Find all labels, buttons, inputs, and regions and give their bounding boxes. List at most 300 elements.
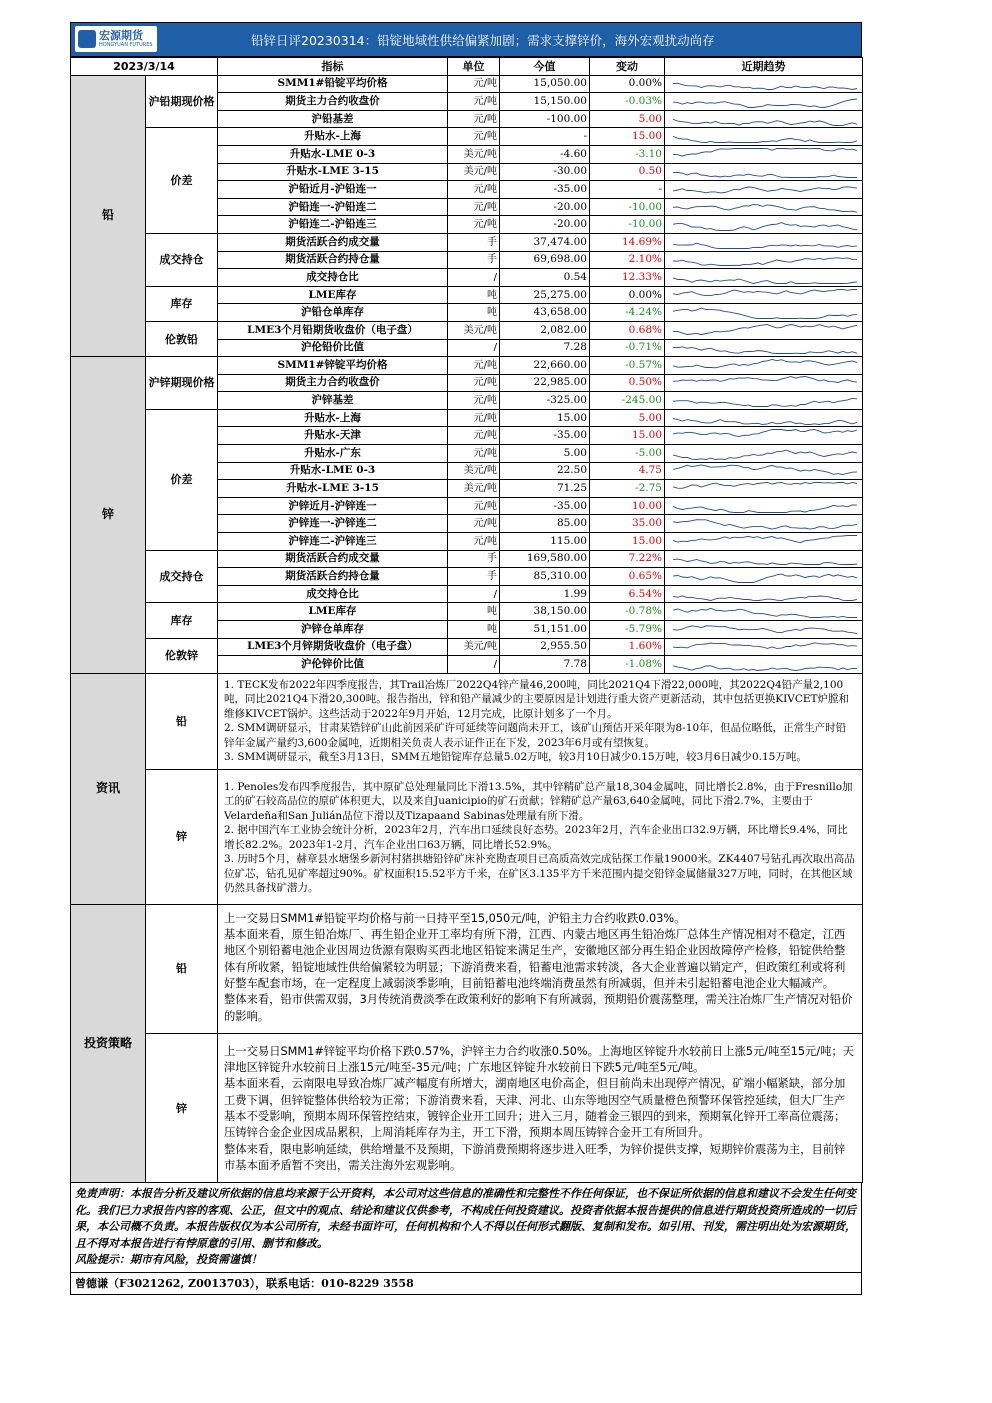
- indicator-unit: 元/吨: [448, 497, 500, 515]
- col-change: 变动: [590, 58, 665, 76]
- indicator-value: 1.99: [500, 585, 590, 603]
- indicator-name: 沪锌连二-沪锌连三: [218, 533, 448, 551]
- trend-sparkline: [667, 551, 863, 566]
- trend-cell: [665, 110, 863, 128]
- indicator-value: 43,658.00: [500, 304, 590, 322]
- indicator-change: 14.69%: [590, 233, 665, 251]
- trend-cell: [665, 585, 863, 603]
- trend-line: [673, 187, 857, 193]
- trend-sparkline: [667, 569, 863, 584]
- indicator-change: 0.65%: [590, 568, 665, 586]
- trend-cell: [665, 304, 863, 322]
- trend-cell: [665, 357, 863, 375]
- trend-cell: [665, 216, 863, 234]
- trend-line: [673, 99, 857, 108]
- trend-sparkline: [667, 481, 863, 496]
- indicator-unit: 元/吨: [448, 75, 500, 93]
- trend-line: [673, 324, 857, 334]
- trend-cell: [665, 656, 863, 674]
- trend-cell: [665, 603, 863, 621]
- strategy-lead-label: 铅: [146, 904, 218, 1033]
- indicator-change: 15.00: [590, 533, 665, 551]
- trend-line: [673, 418, 857, 424]
- indicator-unit: 美元/吨: [448, 163, 500, 181]
- paragraph: 整体来看，铅市供需双弱，3月传统消费淡季在政策利好的影响下有所减弱，预期铅价震荡整理，需关注冶炼厂生产情况对铅价的影响。: [224, 993, 853, 1023]
- indicator-name: 期货活跃合约持仓量: [218, 251, 448, 269]
- trend-cell: [665, 286, 863, 304]
- trend-sparkline: [667, 288, 863, 303]
- trend-sparkline: [667, 235, 863, 250]
- indicator-name: 升贴水-LME 0-3: [218, 145, 448, 163]
- trend-line: [673, 626, 857, 634]
- indicator-value: -: [500, 128, 590, 146]
- indicator-value: -4.60: [500, 145, 590, 163]
- indicator-unit: 美元/吨: [448, 480, 500, 498]
- indicator-unit: /: [448, 339, 500, 357]
- logo-text: 宏源期货: [99, 28, 143, 42]
- indicator-unit: 元/吨: [448, 533, 500, 551]
- trend-line: [673, 465, 857, 475]
- indicator-name: 升贴水-上海: [218, 409, 448, 427]
- indicator-unit: 元/吨: [448, 110, 500, 128]
- indicator-change: 4.75: [590, 462, 665, 480]
- strategy-label: 投资策略: [71, 904, 146, 1182]
- indicator-change: 0.00%: [590, 286, 665, 304]
- indicator-value: 22,660.00: [500, 357, 590, 375]
- indicator-name: SMM1#铅锭平均价格: [218, 75, 448, 93]
- trend-sparkline: [667, 129, 863, 144]
- table-row: [71, 550, 863, 568]
- indicator-name: 沪锌仓单库存: [218, 621, 448, 639]
- trend-sparkline: [667, 463, 863, 478]
- paragraph: 3. 历时5个月，赫章县水塘堡乡新河村猪拱塘铅锌矿床补充勘查项目已高质高效完成钻探工作量19000米。ZK4407号钻孔再次取出高品位矿芯，钻孔见矿率超过90%。矿权面积15.52平方千米，在矿区3.135平方千米范围内提交铅锌金属储量327万吨，同时，在其他区域仍然具备找矿潜力。: [224, 853, 855, 895]
- trend-line: [673, 359, 857, 367]
- trend-sparkline: [667, 604, 863, 619]
- trend-line: [673, 243, 857, 248]
- indicator-value: -100.00: [500, 110, 590, 128]
- indicator-unit: 元/吨: [448, 198, 500, 216]
- report-title: 铅锌日评20230314：铅锭地域性供给偏紧加剧；需求支撑锌价，海外宏观扰动尚存: [251, 33, 715, 48]
- indicator-change: 6.54%: [590, 585, 665, 603]
- indicator-change: -0.57%: [590, 357, 665, 375]
- table-row: [71, 638, 863, 656]
- indicator-unit: 元/吨: [448, 409, 500, 427]
- trend-sparkline: [667, 164, 863, 179]
- logo-mark-icon: [78, 30, 96, 48]
- trend-sparkline: [667, 411, 863, 426]
- indicator-change: 2.10%: [590, 251, 665, 269]
- indicator-name: 期货活跃合约成交量: [218, 550, 448, 568]
- group-label: 成交持仓: [146, 550, 218, 603]
- table-row: [71, 603, 863, 621]
- group-label: 成交持仓: [146, 233, 218, 286]
- indicator-value: 5.00: [500, 445, 590, 463]
- indicator-unit: 元/吨: [448, 374, 500, 392]
- indicator-change: -0.03%: [590, 93, 665, 111]
- news-label: 资讯: [71, 673, 146, 904]
- indicator-unit: 吨: [448, 286, 500, 304]
- indicator-unit: 手: [448, 550, 500, 568]
- indicator-name: 成交持仓比: [218, 585, 448, 603]
- trend-line: [673, 84, 857, 90]
- trend-cell: [665, 269, 863, 287]
- indicator-name: 沪铅连一-沪铅连二: [218, 198, 448, 216]
- trend-line: [673, 505, 857, 513]
- indicator-unit: 元/吨: [448, 93, 500, 111]
- trend-sparkline: [667, 270, 863, 285]
- indicator-unit: 元/吨: [448, 181, 500, 199]
- trend-cell: [665, 181, 863, 199]
- trend-line: [673, 520, 857, 529]
- indicator-change: 5.00: [590, 110, 665, 128]
- disclaimer-text: 免责声明：本报告分析及建议所依据的信息均来源于公开资料，本公司对这些信息的准确性和完整性不作任何保证，也不保证所依据的信息和建议不会发生任何变化。我们已力求报告内容的客观、公正，但文中的观点、结论和建议仅供参考，不构成任何投资建议。投资者依据本报告提供的信息进行期货投资所造成的一切后果，本公司概不负责。本报告版权仅为本公司所有，未经书面许可，任何机构和个人不得以任何形式翻版、复制和发布。如引用、刊发，需注明出处为宏源期货，且不得对本报告进行有悖原意的引用、删节和修改。: [75, 1187, 856, 1250]
- trend-cell: [665, 163, 863, 181]
- indicator-change: 0.68%: [590, 321, 665, 339]
- trend-cell: [665, 515, 863, 533]
- indicator-name: LME3个月锌期货收盘价（电子盘）: [218, 638, 448, 656]
- strategy-zinc-label: 锌: [146, 1033, 218, 1182]
- indicator-change: -4.24%: [590, 304, 665, 322]
- indicator-value: -325.00: [500, 392, 590, 410]
- trend-sparkline: [667, 639, 863, 654]
- indicator-name: 成交持仓比: [218, 269, 448, 287]
- indicator-name: 期货活跃合约持仓量: [218, 568, 448, 586]
- indicator-change: 1.60%: [590, 638, 665, 656]
- indicator-change: -10.00: [590, 216, 665, 234]
- indicator-value: 0.54: [500, 269, 590, 287]
- indicator-change: 0.50%: [590, 374, 665, 392]
- trend-cell: [665, 251, 863, 269]
- paragraph: 基本面来看，原生铅冶炼厂、再生铅企业开工率均有所下滑，江西、内蒙古地区再生铅冶炼厂总体生产情况相对不稳定，江西地区个别铅蓄电池企业因周边货源有限购买西北地区铅锭来满足生产，安徽地区部分再生铅企业因故障停产检修，铅锭供给整体有所收紧，铅锭地域性供给偏紧较为明显；下游消费来看，铅蓄电池需求转淡，各大企业普遍以销定产，但政策红利或将利好整车配套市场，在一定程度上减弱淡季影响，目前铅蓄电池终端消费虽然有所减弱，但并未引起铅蓄电池企业大幅减产。: [224, 928, 846, 990]
- report-header: [70, 22, 862, 57]
- indicator-name: LME库存: [218, 603, 448, 621]
- trend-sparkline: [667, 147, 863, 162]
- indicator-value: -35.00: [500, 181, 590, 199]
- trend-sparkline: [667, 358, 863, 373]
- trend-line: [673, 173, 857, 178]
- trend-sparkline: [667, 516, 863, 531]
- indicator-change: 5.00: [590, 409, 665, 427]
- trend-sparkline: [667, 76, 863, 91]
- paragraph: 上一交易日SMM1#铅锭平均价格与前一日持平至15,050元/吨，沪铅主力合约收跌0.03%。: [224, 911, 686, 925]
- indicator-value: 38,150.00: [500, 603, 590, 621]
- col-indicator: 指标: [218, 58, 448, 76]
- indicator-name: 沪铅近月-沪铅连一: [218, 181, 448, 199]
- indicator-unit: /: [448, 269, 500, 287]
- paragraph: 3. SMM调研显示，截至3月13日，SMM五地铅锭库存总量5.02万吨，较3月10日减少0.15万吨，较3月6日减少0.15万吨。: [224, 751, 807, 764]
- trend-cell: [665, 374, 863, 392]
- group-label: 沪铅期现价格: [146, 75, 218, 128]
- trend-line: [673, 595, 857, 600]
- trend-line: [673, 308, 857, 318]
- indicator-name: 沪铅仓单库存: [218, 304, 448, 322]
- report-page: [70, 22, 862, 1295]
- strategy-zinc-text: [218, 1033, 863, 1182]
- indicator-value: 22.50: [500, 462, 590, 480]
- paragraph: 1. TECK发布2022年四季度报告，其Trail冶炼厂2022Q4锌产量46,200吨，同比2021Q4下滑22,000吨，其2022Q4铅产量2,100吨，同比2021Q4下滑20,300吨。报告指出，锌和铅产量减少的主要原因是计划进行重大资产更新活动，其中包括更换KIVCET炉膛和维修KIVCET锅炉。这些活动于2022年9月开始，12月完成，比原计划多了一个月。: [224, 678, 850, 720]
- indicator-change: -2.75: [590, 480, 665, 498]
- group-label: 库存: [146, 603, 218, 638]
- trend-line: [673, 347, 857, 354]
- indicator-unit: 元/吨: [448, 216, 500, 234]
- trend-line: [673, 450, 857, 459]
- risk-warning: 风险提示：期市有风险，投资需谨慎！: [75, 1253, 262, 1267]
- indicator-value: 7.78: [500, 656, 590, 674]
- indicator-value: 2,955.50: [500, 638, 590, 656]
- group-label: 价差: [146, 409, 218, 550]
- indicator-name: 期货活跃合约成交量: [218, 233, 448, 251]
- indicator-name: 升贴水-LME 3-15: [218, 480, 448, 498]
- trend-cell: [665, 568, 863, 586]
- indicator-change: -1.08%: [590, 656, 665, 674]
- disclaimer: [70, 1183, 862, 1273]
- trend-cell: [665, 445, 863, 463]
- trend-cell: [665, 427, 863, 445]
- indicator-change: -5.79%: [590, 621, 665, 639]
- group-label: 沪锌期现价格: [146, 357, 218, 410]
- trend-sparkline: [667, 393, 863, 408]
- trend-sparkline: [667, 499, 863, 514]
- trend-sparkline: [667, 428, 863, 443]
- indicator-value: 37,474.00: [500, 233, 590, 251]
- indicator-name: LME3个月铅期货收盘价（电子盘）: [218, 321, 448, 339]
- trend-cell: [665, 621, 863, 639]
- table-row: [71, 286, 863, 304]
- trend-line: [673, 377, 857, 383]
- indicator-name: 沪铅基差: [218, 110, 448, 128]
- trend-cell: [665, 321, 863, 339]
- company-logo: [75, 26, 157, 52]
- indicator-change: 15.00: [590, 128, 665, 146]
- indicator-change: -: [590, 181, 665, 199]
- paragraph: 1. Penoles发布四季度报告，其中原矿总处理量同比下滑13.5%，其中锌精矿总产量18,304金属吨，同比增长2.8%，由于Fresnillo加工的矿石较高品位的原矿体积更大，以及来自Juanicipio的矿石贡献；锌精矿总产量63,640金属吨，同比下滑2.7%，主要由于Velardeña和San Julián品位下滑以及Tizapaand Sabinas处理量有所下滑。: [224, 780, 853, 822]
- trend-cell: [665, 145, 863, 163]
- indicator-name: 升贴水-广东: [218, 445, 448, 463]
- indicator-name: 升贴水-LME 3-15: [218, 163, 448, 181]
- trend-cell: [665, 497, 863, 515]
- group-label: 库存: [146, 286, 218, 321]
- indicator-unit: 美元/吨: [448, 145, 500, 163]
- indicator-value: 69,698.00: [500, 251, 590, 269]
- table-row: [71, 321, 863, 339]
- trend-sparkline: [667, 534, 863, 549]
- group-label: 伦敦铅: [146, 321, 218, 356]
- indicator-value: 51,151.00: [500, 621, 590, 639]
- trend-line: [673, 483, 857, 489]
- section-label: 锌: [71, 357, 146, 674]
- table-row: [71, 75, 863, 93]
- indicator-value: 15,050.00: [500, 75, 590, 93]
- report-date: 2023/3/14: [71, 58, 218, 76]
- indicator-value: 15,150.00: [500, 93, 590, 111]
- indicator-change: 35.00: [590, 515, 665, 533]
- indicator-change: 0.50: [590, 163, 665, 181]
- paragraph: 基本面来看，云南限电导致冶炼厂减产幅度有所增大，湖南地区电价高企，但目前尚未出现停产情况，矿端小幅紧缺，部分加工费下调，但锌锭整体供给较为正常；下游消费来看，天津、河北、山东等地因空气质量橙色预警环保管控延续，但大厂生产基本不受影响，预期本周环保管控结束，镀锌企业开工回升；进入三月，随着金三银四的到来，预期氧化锌开工率高位震荡；压铸锌合金企业因成品累积，上周消耗库存为主，开工下滑，预期本周压铸锌合金开工有所回升。: [224, 1077, 846, 1140]
- indicator-name: LME库存: [218, 286, 448, 304]
- paragraph: 2. SMM调研显示，甘肃某锆锌矿山此前因采矿许可延续等问题尚未开工，该矿山预估开采年限为8-10年，但品位略低，正常生产时铅锌年金属产量约3,600金属吨，近期相关负责人表示证件正在下发，2023年6月或有望恢复。: [224, 722, 847, 749]
- indicator-change: -3.10: [590, 145, 665, 163]
- col-trend: 近期趋势: [665, 58, 863, 76]
- indicator-unit: 手: [448, 233, 500, 251]
- trend-cell: [665, 339, 863, 357]
- indicator-change: 7.22%: [590, 550, 665, 568]
- indicator-value: 169,580.00: [500, 550, 590, 568]
- indicator-name: 沪锌连一-沪锌连二: [218, 515, 448, 533]
- table-header-row: [71, 58, 863, 76]
- news-zinc-text: [218, 769, 863, 904]
- indicator-name: 沪锌基差: [218, 392, 448, 410]
- indicator-change: 15.00: [590, 427, 665, 445]
- trend-cell: [665, 75, 863, 93]
- logo-subtext: HONGYUAN FUTURES: [99, 41, 153, 48]
- trend-sparkline: [667, 622, 863, 637]
- trend-sparkline: [667, 446, 863, 461]
- trend-cell: [665, 533, 863, 551]
- table-row: [71, 128, 863, 146]
- indicator-change: -10.00: [590, 198, 665, 216]
- trend-line: [673, 535, 857, 542]
- data-table: [70, 57, 863, 1183]
- indicator-name: 期货主力合约收盘价: [218, 93, 448, 111]
- trend-line: [673, 574, 857, 582]
- trend-sparkline: [667, 340, 863, 355]
- indicator-name: 升贴水-LME 0-3: [218, 462, 448, 480]
- trend-line: [673, 204, 857, 212]
- trend-sparkline: [667, 375, 863, 390]
- trend-cell: [665, 638, 863, 656]
- indicator-unit: 吨: [448, 603, 500, 621]
- strategy-section: [71, 904, 863, 1182]
- indicator-name: 沪铅连二-沪铅连三: [218, 216, 448, 234]
- section-label: 铅: [71, 75, 146, 357]
- indicator-unit: 美元/吨: [448, 638, 500, 656]
- indicator-value: 85,310.00: [500, 568, 590, 586]
- indicator-unit: 元/吨: [448, 357, 500, 375]
- indicator-unit: 美元/吨: [448, 321, 500, 339]
- trend-line: [673, 137, 857, 143]
- trend-line: [673, 119, 857, 125]
- trend-sparkline: [667, 657, 863, 672]
- news-section: [71, 673, 863, 904]
- trend-line: [673, 666, 857, 671]
- indicator-unit: 元/吨: [448, 445, 500, 463]
- indicator-value: -20.00: [500, 198, 590, 216]
- table-row: [71, 233, 863, 251]
- trend-cell: [665, 128, 863, 146]
- indicator-name: 沪伦铅价比值: [218, 339, 448, 357]
- indicator-value: -35.00: [500, 497, 590, 515]
- trend-line: [673, 278, 857, 284]
- group-label: 伦敦锌: [146, 638, 218, 673]
- trend-line: [673, 430, 857, 437]
- trend-line: [673, 223, 857, 231]
- indicator-name: 沪伦锌价比值: [218, 656, 448, 674]
- paragraph: 整体来看，限电影响延续，供给增量不及预期，下游消费预期将逐步进入旺季，为锌价提供支撑，短期锌价震荡为主，目前锌市基本面矛盾暂不突出，需关注海外宏观影响。: [224, 1142, 846, 1172]
- indicator-unit: 元/吨: [448, 128, 500, 146]
- trend-line: [673, 609, 857, 618]
- trend-line: [673, 258, 857, 266]
- author-contact: 曾德谦（F3021262, Z0013703），联系电话：010-8229 3558: [70, 1273, 862, 1295]
- indicator-name: 沪锌近月-沪锌连一: [218, 497, 448, 515]
- trend-sparkline: [667, 323, 863, 338]
- indicator-unit: 手: [448, 251, 500, 269]
- indicator-change: 10.00: [590, 497, 665, 515]
- col-unit: 单位: [448, 58, 500, 76]
- trend-line: [673, 560, 857, 565]
- indicator-value: 85.00: [500, 515, 590, 533]
- indicator-change: -5.00: [590, 445, 665, 463]
- indicator-change: -245.00: [590, 392, 665, 410]
- indicator-value: 7.28: [500, 339, 590, 357]
- indicator-value: -30.00: [500, 163, 590, 181]
- trend-cell: [665, 550, 863, 568]
- indicator-name: 升贴水-天津: [218, 427, 448, 445]
- paragraph: 2. 据中国汽车工业协会统计分析，2023年2月，汽车出口延续良好态势。2023年2月，汽车企业出口32.9万辆，环比增长9.4%，同比增长82.2%。2023年1-2月，汽车企业出口63万辆，同比增长52.9%。: [224, 824, 848, 851]
- indicator-name: 期货主力合约收盘价: [218, 374, 448, 392]
- col-today: 今值: [500, 58, 590, 76]
- indicator-value: 2,082.00: [500, 321, 590, 339]
- indicator-value: 25,275.00: [500, 286, 590, 304]
- indicator-value: -35.00: [500, 427, 590, 445]
- trend-cell: [665, 462, 863, 480]
- indicator-unit: 吨: [448, 621, 500, 639]
- indicator-change: -0.78%: [590, 603, 665, 621]
- trend-cell: [665, 480, 863, 498]
- indicator-value: 15.00: [500, 409, 590, 427]
- trend-cell: [665, 392, 863, 410]
- indicator-name: 升贴水-上海: [218, 128, 448, 146]
- trend-line: [673, 289, 857, 295]
- trend-line: [673, 643, 857, 649]
- indicator-unit: /: [448, 656, 500, 674]
- strategy-lead-text: [218, 904, 863, 1033]
- paragraph: 上一交易日SMM1#锌锭平均价格下跌0.57%，沪锌主力合约收涨0.50%。上海地区锌锭升水较前日上涨5元/吨至15元/吨；天津地区锌锭升水较前日上涨15元/吨至-35元/吨；广东地区锌锭升水较前日下跌5元/吨至5元/吨。: [224, 1044, 855, 1075]
- trend-sparkline: [667, 112, 863, 127]
- indicator-change: 0.00%: [590, 75, 665, 93]
- indicator-name: SMM1#锌锭平均价格: [218, 357, 448, 375]
- group-label: 价差: [146, 128, 218, 234]
- trend-cell: [665, 93, 863, 111]
- indicator-value: 71.25: [500, 480, 590, 498]
- news-zinc-label: 锌: [146, 769, 218, 904]
- trend-sparkline: [667, 217, 863, 232]
- indicator-value: 115.00: [500, 533, 590, 551]
- indicator-unit: 美元/吨: [448, 462, 500, 480]
- trend-sparkline: [667, 200, 863, 215]
- indicator-unit: /: [448, 585, 500, 603]
- trend-cell: [665, 409, 863, 427]
- trend-sparkline: [667, 305, 863, 320]
- news-lead-label: 铅: [146, 673, 218, 769]
- table-row: [71, 357, 863, 375]
- indicator-unit: 吨: [448, 304, 500, 322]
- indicator-value: 22,985.00: [500, 374, 590, 392]
- indicator-unit: 元/吨: [448, 392, 500, 410]
- indicator-unit: 元/吨: [448, 427, 500, 445]
- trend-line: [673, 398, 857, 406]
- indicator-unit: 手: [448, 568, 500, 586]
- trend-sparkline: [667, 94, 863, 109]
- trend-line: [673, 148, 857, 156]
- table-row: [71, 409, 863, 427]
- trend-sparkline: [667, 182, 863, 197]
- trend-sparkline: [667, 587, 863, 602]
- indicator-unit: 元/吨: [448, 515, 500, 533]
- trend-cell: [665, 233, 863, 251]
- news-lead-text: [218, 673, 863, 769]
- indicator-value: -20.00: [500, 216, 590, 234]
- indicator-change: -0.71%: [590, 339, 665, 357]
